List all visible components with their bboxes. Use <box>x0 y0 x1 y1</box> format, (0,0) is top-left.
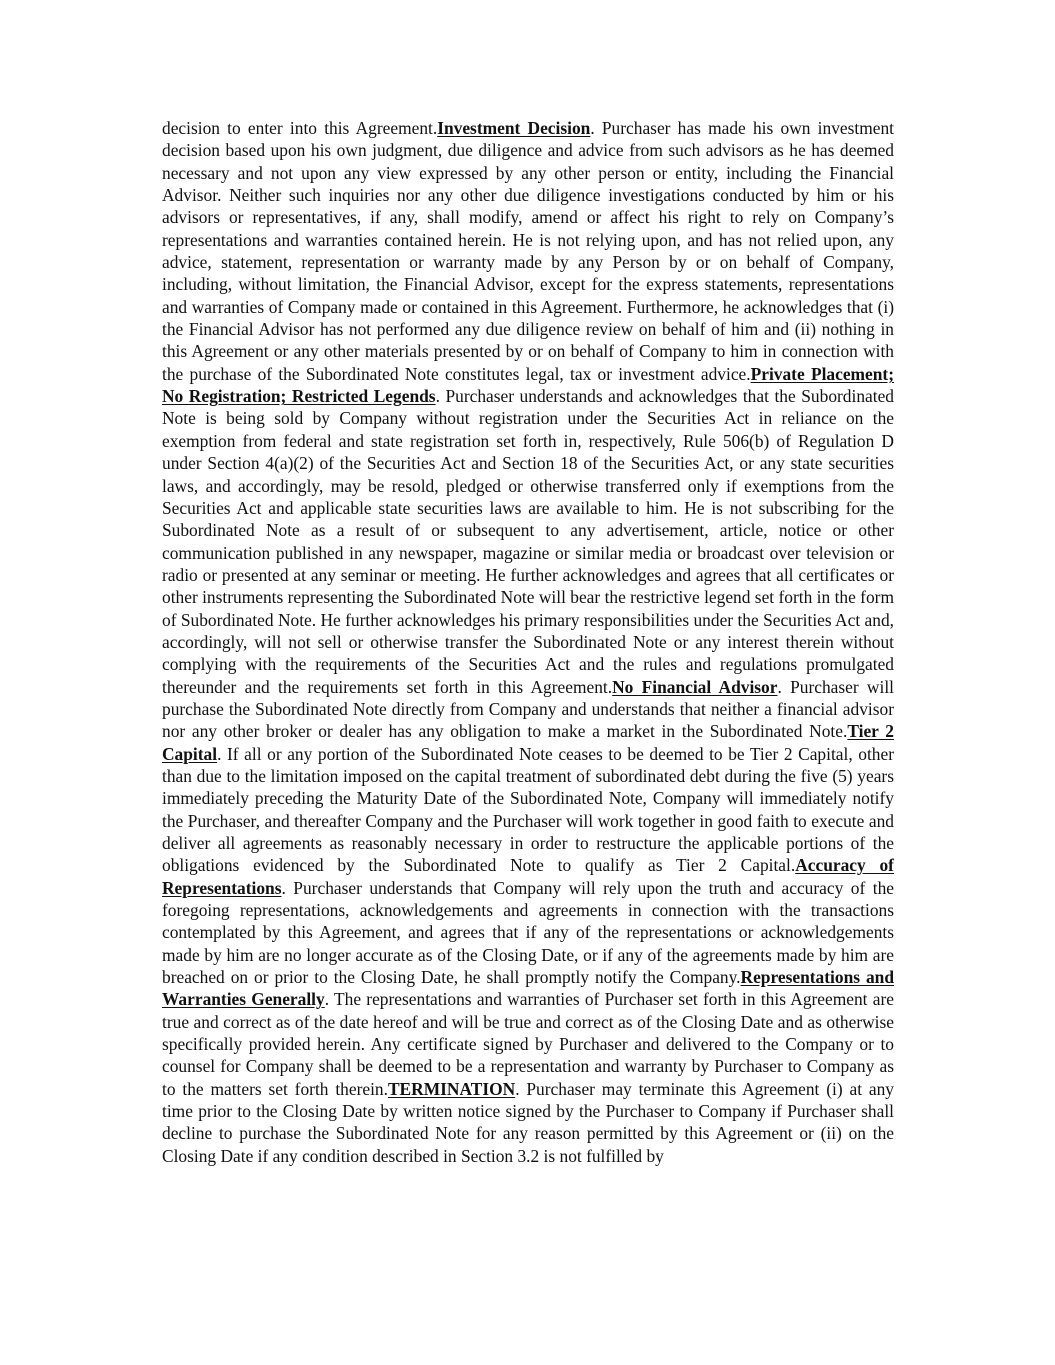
section-heading-private-placement: Private Placement; No Registration; Restricted Legends <box>162 363 895 407</box>
text-segment: . Purchaser understands that Company will rely upon the truth and accuracy of the foregoing representations, acknowledgements and agreements in connection with the transactions contemplated by this Agreement, and agrees that if any of the representations or acknowledgements made by him are no longer accurate as of the Closing Date, or if any of the agreements made by him are breached on or prior to the Closing Date, he shall promptly notify the Company. <box>162 877 894 988</box>
text-segment: . The representations and warranties of Purchaser set forth in this Agreement are true and correct as of the date hereof and will be true and correct as of the Closing Date and as otherwise specifically provided herein. Any certificate signed by Purchaser and delivered to the Company or to counsel for Company shall be deemed to be a representation and warranty by Purchaser to Company as to the matters set forth therein. <box>162 989 894 1099</box>
section-heading-termination: TERMINATION <box>387 1078 516 1099</box>
text-segment: . Purchaser will purchase the Subordinated Note directly from Company and understands that neither a financial advisor nor any other broker or dealer has any obligation to make a market in the Subordinated Note. <box>162 676 894 742</box>
section-heading-tier-2-capital: Tier 2 Capital <box>162 721 894 764</box>
text-segment: . Purchaser may terminate this Agreement (i) at any time prior to the Closing Date by written notice signed by the Purchaser to Company if Purchaser shall decline to purchase the Subordinated Note for any reason permitted by this Agreement or (ii) on the Closing Date if any condition described in Section 3.2 is not fulfilled by <box>162 1078 894 1166</box>
section-heading-no-financial-advisor: No Financial Advisor <box>612 676 778 697</box>
text-segment: decision to enter into this Agreement. <box>162 118 438 138</box>
section-heading-accuracy-of-representations: Accuracy of Representations <box>162 855 894 898</box>
text-segment: . Purchaser has made his own investment decision based upon his own judgment, due diligence and advice from such advisors as he has deemed necessary and not upon any view expressed by any other person or entity, including the Financial Advisor. Neither such inquiries nor any other due diligence investigations conducted by him or his advisors or representatives, if any, shall modify, amend or affect his right to rely on Company’s representations and warranties contained herein. He is not relying upon, and has not relied upon, any advice, statement, representation or warranty made by any Person by or on behalf of Company, including, without limitation, the Financial Advisor, except for the express statements, representations and warranties of Company made or contained in this Agreement. Furthermore, he acknowledges that (i) the Financial Advisor has not performed any due diligence review on behalf of him and (ii) nothing in this Agreement or any other materials presented by or on behalf of Company to him in connection with the purchase of the Subordinated Note constitutes legal, tax or investment advice. <box>162 118 894 384</box>
section-heading-investment-decision: Investment Decision <box>437 118 591 138</box>
text-segment: . If all or any portion of the Subordinated Note ceases to be deemed to be Tier 2 Capital, other than due to the limitation imposed on the capital treatment of subordinated debt during the five (5) years immediately preceding the Maturity Date of the Subordinated Note, Company will immediately notify the Purchaser, and thereafter Company and the Purchaser will work together in good faith to execute and deliver all agreements as reasonably necessary in order to restructure the applicable portions of the obligations evidenced by the Subordinated Note to qualify as Tier 2 Capital. <box>162 743 894 876</box>
section-heading-representations-and-warranties: Representations and Warranties Generally <box>162 967 894 1010</box>
text-segment: . Purchaser understands and acknowledges that the Subordinated Note is being sold by Company without registration under the Securities Act in reliance on the exemption from federal and state registration set forth in, respectively, Rule 506(b) of Regulation D under Section 4(a)(2) of the Securities Act and Section 18 of the Securities Act, or any state securities laws, and accordingly, may be resold, pledged or otherwise transferred only if exemptions from the Securities Act and applicable state securities laws are available to him. He is not subscribing for the Subordinated Note as a result of or subsequent to any advertisement, article, notice or other communication published in any newspaper, magazine or similar media or broadcast over television or radio or presented at any seminar or meeting. He further acknowledges and agrees that all certificates or other instruments representing the Subordinated Note will bear the restrictive legend set forth in the form of Subordinated Note. He further acknowledges his primary responsibilities under the Securities Act and, accordingly, will not sell or otherwise transfer the Subordinated Note or any interest therein without complying with the requirements of the Securities Act and the rules and regulations promulgated thereunder and the requirements set forth in this Agreement. <box>162 386 894 697</box>
body-paragraph <box>162 117 894 1167</box>
